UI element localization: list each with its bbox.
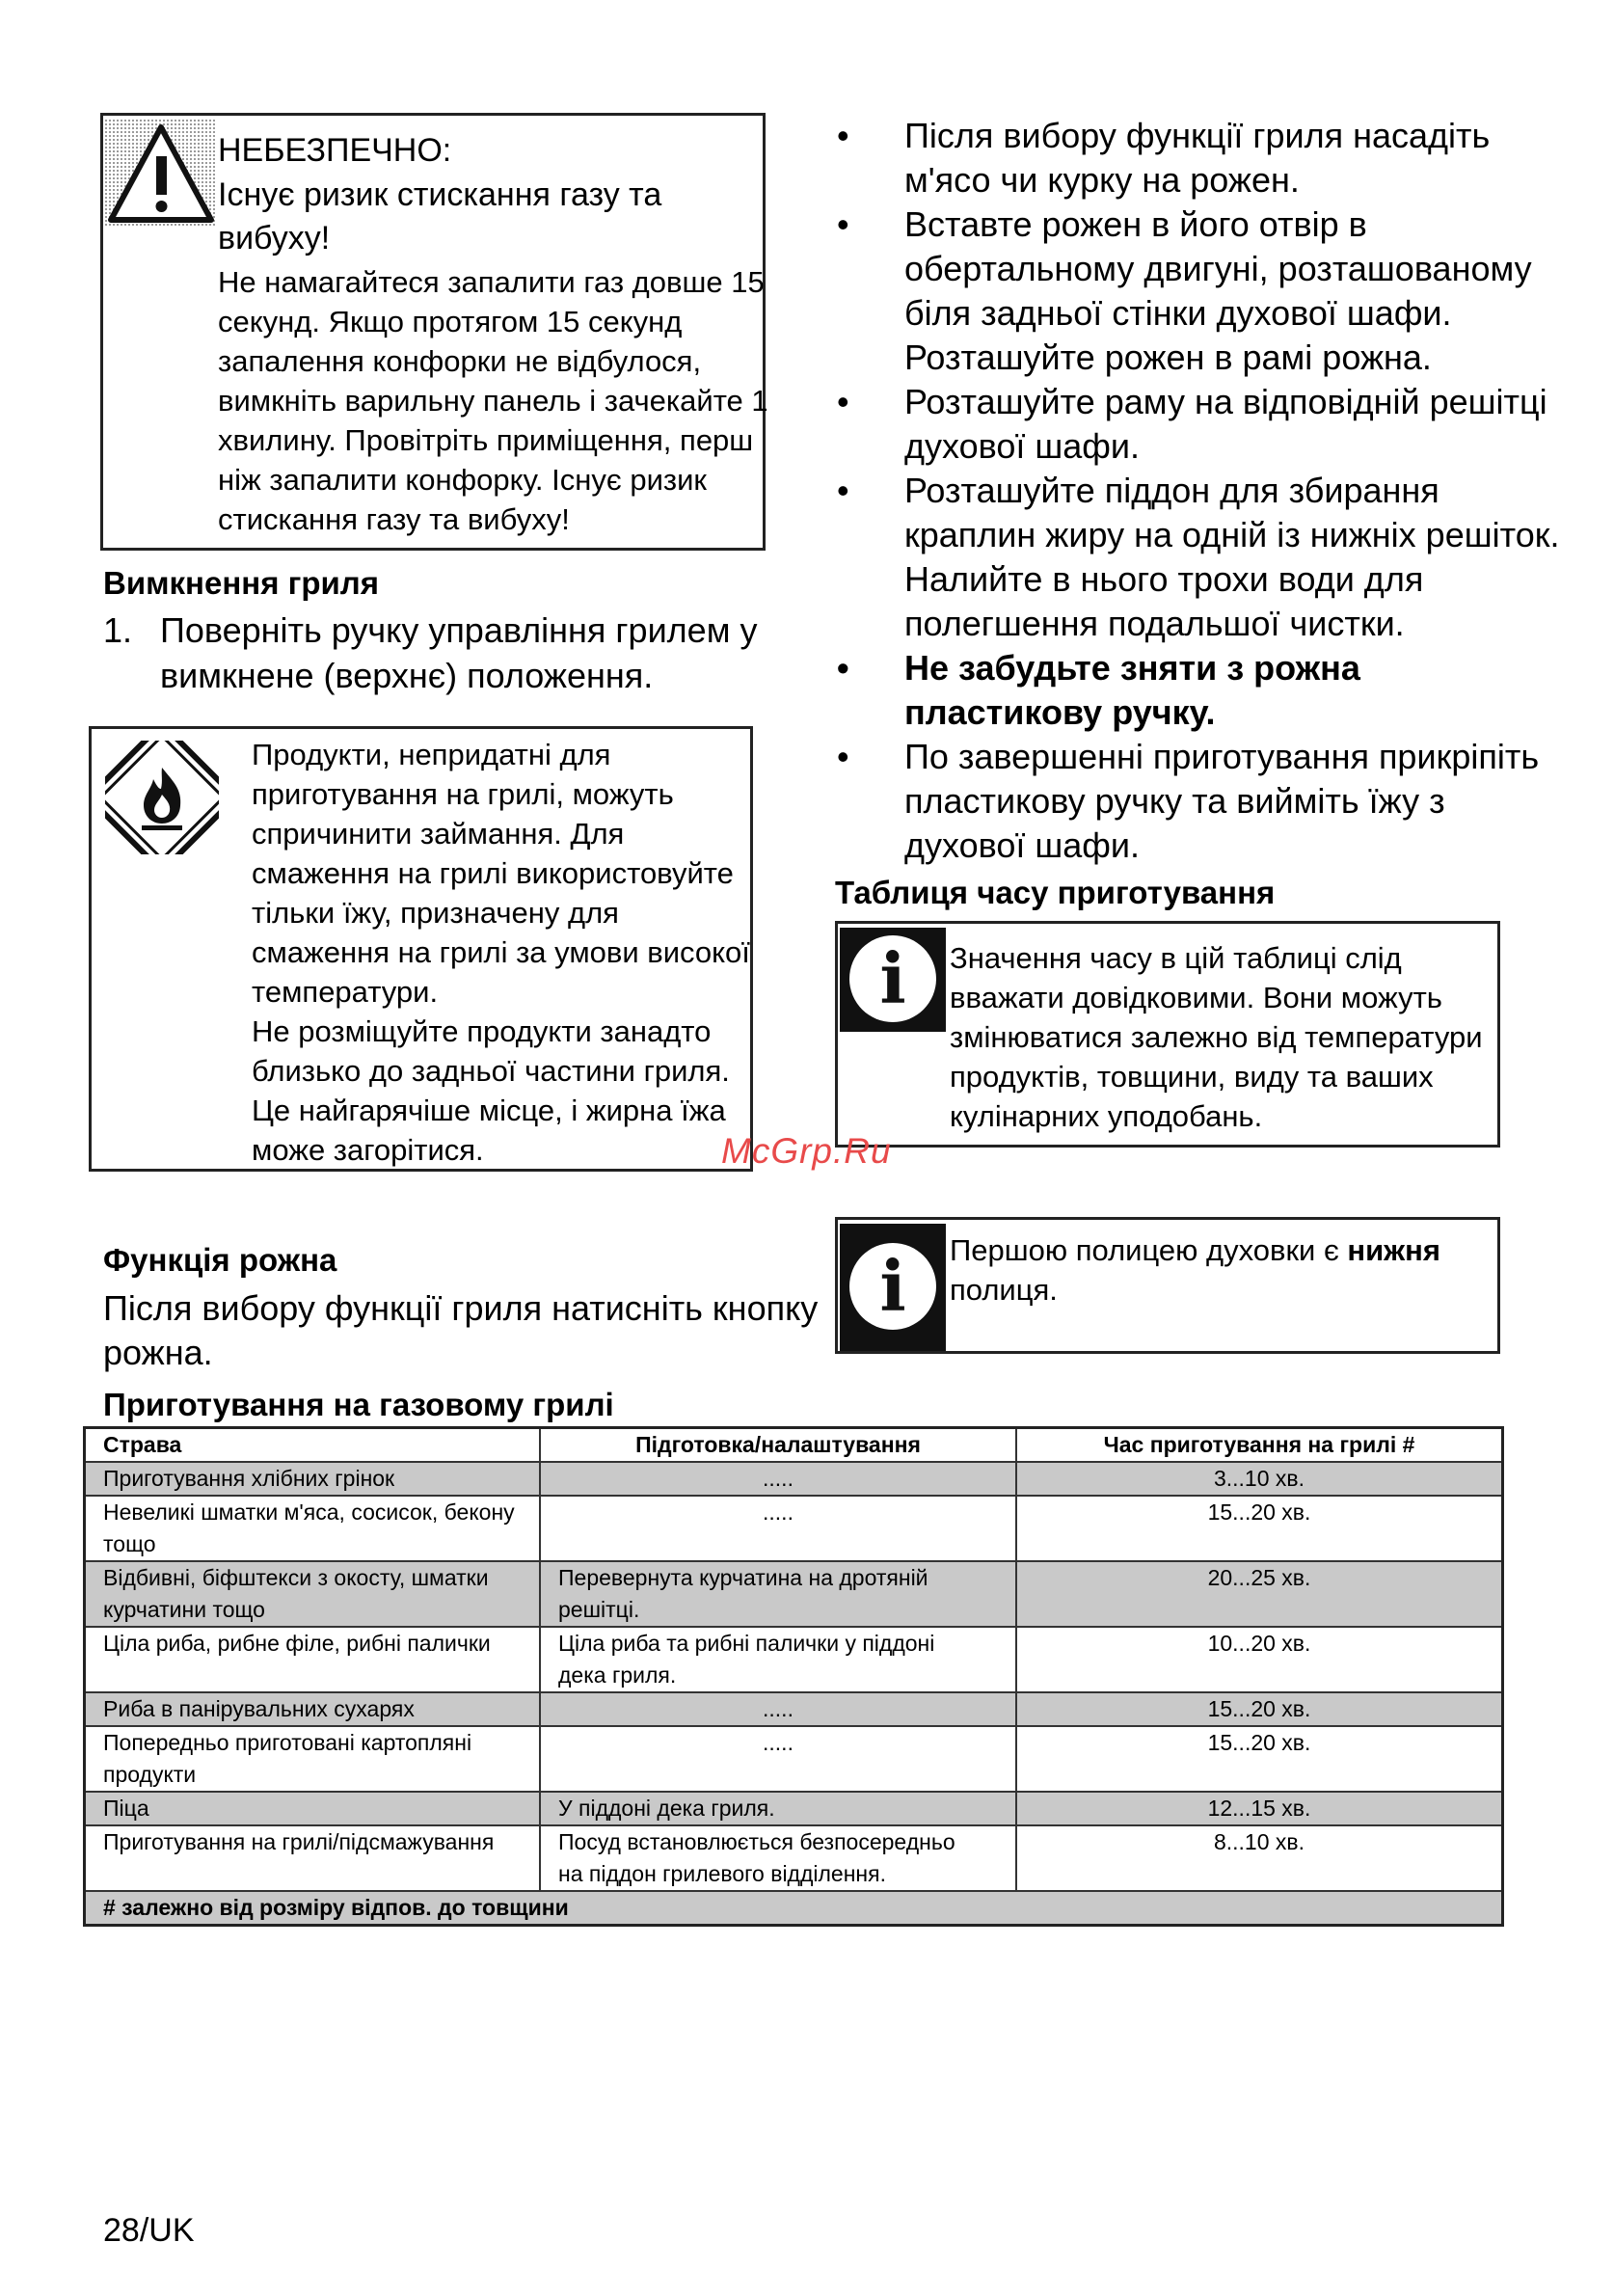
fire-line: приготування на грилі, можуть [252, 777, 674, 811]
list-item [829, 114, 1559, 203]
table-row [85, 1496, 1503, 1561]
flame-warning-icon [105, 741, 219, 854]
fire-line: смаження на грилі за умови високої [252, 935, 750, 969]
table-cell: Ціла риба, рибне філе, рибні палички [85, 1627, 541, 1692]
list-item [829, 469, 1559, 646]
info-note-line: продуктів, товщини, виду та ваших [950, 1060, 1434, 1094]
list-item [829, 735, 1559, 868]
list-item-line: Розташуйте рожен в рамі рожна. [904, 338, 1432, 377]
list-item-line: • Після вибору функції гриля насадіть [904, 116, 1491, 155]
table-cell: ..... [540, 1462, 1016, 1496]
table-cell: Приготування хлібних грінок [85, 1462, 541, 1496]
table-cell: Приготування на грилі/підсмажування [85, 1825, 541, 1891]
shelf-note-bold: нижня [1347, 1233, 1440, 1267]
table-row [85, 1825, 1503, 1891]
list-item-line: Налийте в нього трохи води для [904, 559, 1424, 599]
danger-title: НЕБЕЗПЕЧНО: [218, 132, 452, 169]
table-cell: ..... [540, 1496, 1016, 1561]
danger-line: секунд. Якщо протягом 15 секунд [218, 305, 683, 338]
list-item [829, 203, 1559, 380]
grill-off-step-line: Поверніть ручку управління грилем у [160, 610, 758, 650]
table-row [85, 1462, 1503, 1496]
table-cell: Попередньо приготовані картопляні продукти [85, 1726, 541, 1792]
list-item-line: • Вставте рожен в його отвір в [904, 204, 1367, 244]
list-item-line: духової шафи. [904, 426, 1141, 466]
list-item-line: • По завершенні приготування прикріпіть [904, 737, 1540, 776]
info-note-line: кулінарних уподобань. [950, 1099, 1263, 1133]
info-note-line: Значення часу в цій таблиці слід [950, 941, 1402, 975]
table-cell: 15...20 хв. [1016, 1496, 1503, 1561]
fire-line: близько до задньої частини гриля. [252, 1054, 730, 1088]
list-item-line: обертальному двигуні, розташованому [904, 249, 1532, 288]
table-footnote: # залежно від розміру відпов. до товщини [85, 1891, 1503, 1926]
warning-triangle-icon [105, 120, 217, 228]
fire-line: спричинити займання. Для [252, 817, 625, 851]
table-cell: Риба в панірувальних сухарях [85, 1692, 541, 1726]
rotisserie-line: Після вибору функції гриля натисніть кнопку [103, 1288, 819, 1328]
shelf-note-prefix: Першою полицею духовки є [950, 1233, 1348, 1267]
table-cell: Посуд встановлюється безпосередньо на піддон грилевого відділення. [540, 1825, 1016, 1891]
info-icon: i [840, 1224, 946, 1351]
info-icon: i [840, 928, 946, 1032]
table-cell: Невеликі шматки м'яса, сосисок, бекону тощо [85, 1496, 541, 1561]
table-row [85, 1726, 1503, 1792]
rotisserie-line: рожна. [103, 1333, 213, 1372]
info-note-box [835, 921, 1500, 1148]
watermark: McGrp.Ru [721, 1131, 892, 1171]
danger-line: вибуху! [218, 220, 331, 257]
list-item-line: пластикову ручку та вийміть їжу з [904, 781, 1445, 821]
table-row [85, 1627, 1503, 1692]
table-row [85, 1792, 1503, 1825]
danger-warning-box [100, 113, 766, 551]
table-cell: Ціла риба та рибні палички у піддоні дека гриля. [540, 1627, 1016, 1692]
table-cell: 10...20 хв. [1016, 1627, 1503, 1692]
table-footnote-row [85, 1891, 1503, 1926]
fire-warning-box [89, 726, 753, 1172]
gas-grill-table [83, 1426, 1504, 1927]
shelf-note-box [835, 1217, 1500, 1354]
rotisserie-heading: Функція рожна [103, 1242, 337, 1278]
rotisserie-steps-list [829, 114, 1559, 868]
danger-line: Існує ризик стискання газу та [218, 176, 662, 213]
table-header-row [85, 1428, 1503, 1463]
list-item-line: • Розташуйте раму на відповідній решітці [904, 382, 1547, 421]
grill-off-step-number: 1. [103, 610, 133, 650]
fire-line: Не розміщуйте продукти занадто [252, 1014, 712, 1048]
danger-line: ніж запалити конфорку. Існує ризик [218, 463, 707, 497]
grill-off-heading: Вимкнення гриля [103, 565, 380, 601]
table-cell: 12...15 хв. [1016, 1792, 1503, 1825]
list-item [829, 380, 1559, 469]
list-item-line: • Не забудьте зняти з рожна [904, 648, 1360, 688]
danger-line: вимкніть варильну панель і зачекайте 1 [218, 384, 768, 418]
info-note-line: вважати довідковими. Вони можуть [950, 981, 1442, 1014]
list-item-line: біля задньої стінки духової шафи. [904, 293, 1452, 333]
grill-off-step-line: вимкнене (верхнє) положення. [160, 656, 654, 695]
table-cell: У піддоні дека гриля. [540, 1792, 1016, 1825]
danger-line: стискання газу та вибуху! [218, 502, 570, 536]
table-header: Час приготування на грилі # [1016, 1428, 1503, 1463]
list-item-line: духової шафи. [904, 825, 1141, 865]
table-cell: 3...10 хв. [1016, 1462, 1503, 1496]
danger-line: Не намагайтеся запалити газ довше 15 [218, 265, 765, 299]
table-cell: Перевернута курчатина на дротяній решітці. [540, 1561, 1016, 1627]
list-item-line: м'ясо чи курку на рожен. [904, 160, 1300, 200]
list-item-line: • Розташуйте піддон для збирання [904, 471, 1439, 510]
fire-line: Це найгарячіше місце, і жирна їжа [252, 1094, 726, 1127]
fire-line: температури. [252, 975, 439, 1009]
page-number: 28/UK [103, 2212, 195, 2249]
list-item-line: полегшення подальшої чистки. [904, 604, 1405, 643]
fire-line: тільки їжу, призначену для [252, 896, 619, 930]
table-cell: 15...20 хв. [1016, 1726, 1503, 1792]
table-cell: Піца [85, 1792, 541, 1825]
table-header: Підготовка/налаштування [540, 1428, 1016, 1463]
gas-grill-heading: Приготування на газовому грилі [103, 1387, 614, 1422]
list-item-line: пластикову ручку. [904, 692, 1216, 732]
table-row [85, 1692, 1503, 1726]
table-row [85, 1561, 1503, 1627]
shelf-note-line: полиця. [950, 1273, 1058, 1307]
table-cell: ..... [540, 1692, 1016, 1726]
danger-line: запалення конфорки не відбулося, [218, 344, 702, 378]
info-note-line: змінюватися залежно від температури [950, 1020, 1483, 1054]
table-cell: ..... [540, 1726, 1016, 1792]
fire-line: смаження на грилі використовуйте [252, 856, 734, 890]
fire-line: Продукти, непридатні для [252, 738, 611, 771]
table-cell: Відбивні, біфштекси з окосту, шматки курчатини тощо [85, 1561, 541, 1627]
danger-line: хвилину. Провітріть приміщення, перш [218, 423, 754, 457]
table-cell: 15...20 хв. [1016, 1692, 1503, 1726]
table-header: Страва [85, 1428, 541, 1463]
cooking-time-heading: Таблиця часу приготування [835, 875, 1276, 910]
fire-line: може загорітися. [252, 1133, 484, 1167]
table-cell: 20...25 хв. [1016, 1561, 1503, 1627]
list-item-line: краплин жиру на одній із нижніх решіток. [904, 515, 1560, 554]
table-cell: 8...10 хв. [1016, 1825, 1503, 1891]
shelf-note-line [950, 1230, 1440, 1270]
list-item [829, 646, 1559, 735]
